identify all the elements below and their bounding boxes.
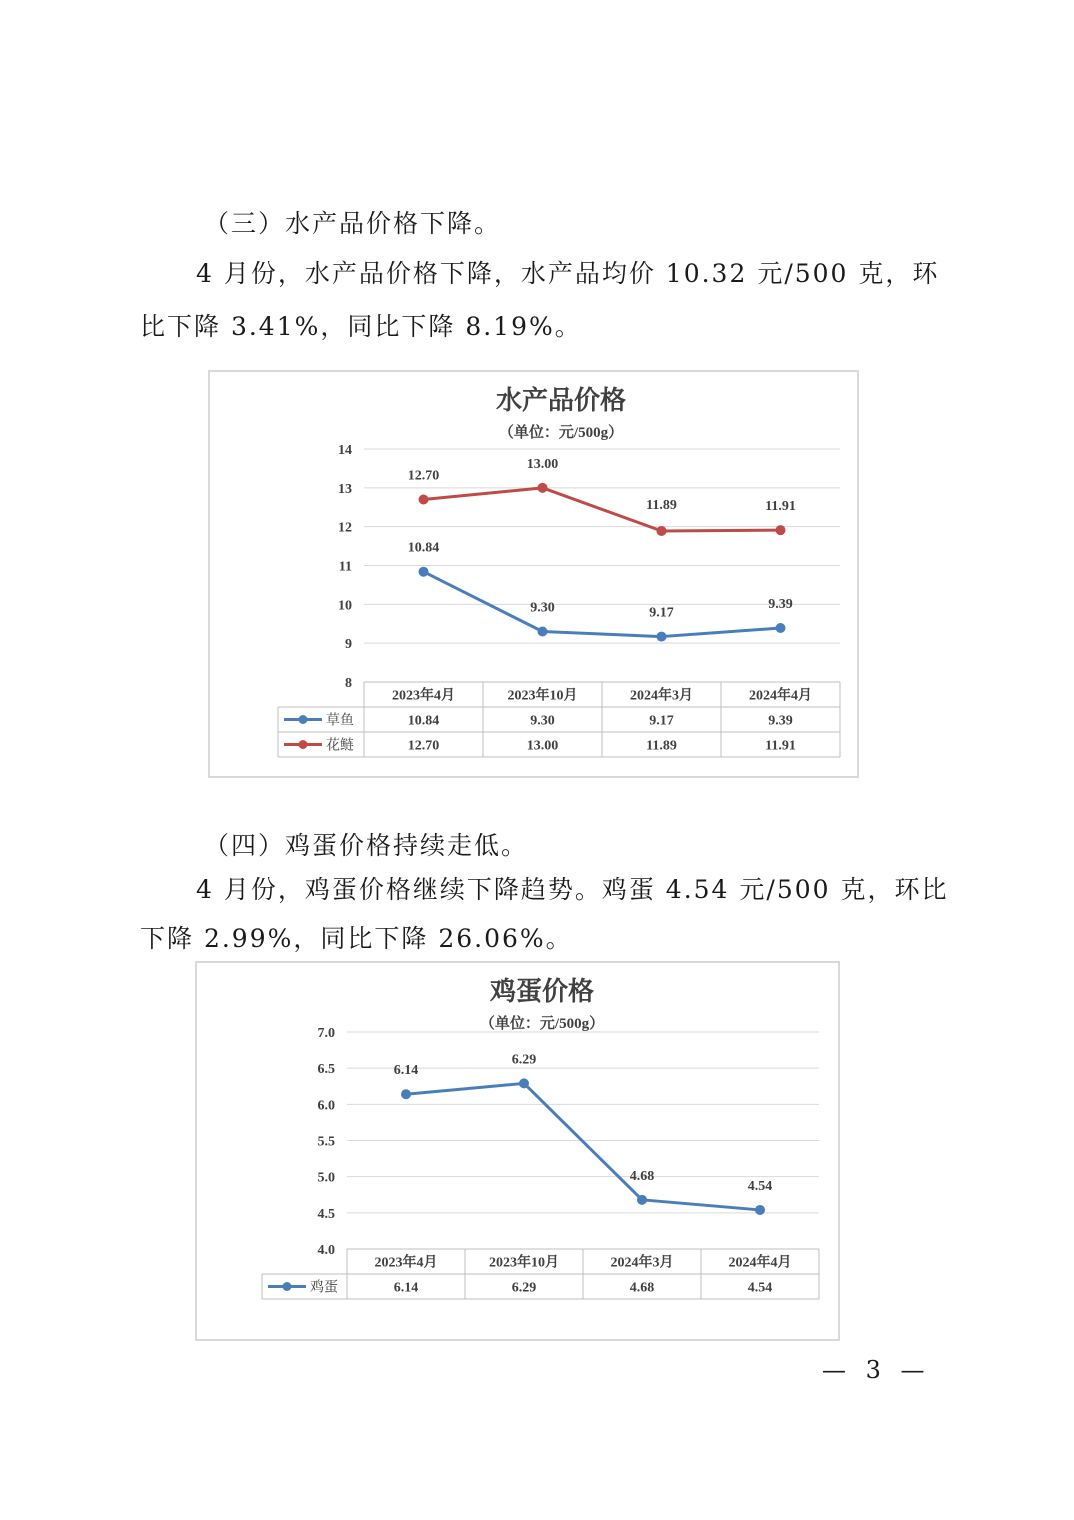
table-cell: 6.14 — [393, 1280, 419, 1296]
data-label: 9.30 — [530, 600, 555, 616]
x-category-label: 2023年10月 — [507, 688, 578, 704]
y-tick-label: 7.0 — [317, 1026, 335, 1041]
data-label: 11.89 — [646, 497, 677, 513]
table-cell: 9.30 — [530, 713, 555, 729]
y-tick-label: 4.0 — [317, 1243, 335, 1258]
aquatic-price-chart — [208, 370, 859, 778]
legend-label: 花鲢 — [326, 738, 354, 754]
data-point — [419, 567, 429, 577]
data-point — [637, 1195, 647, 1205]
x-category-label: 2024年4月 — [728, 1255, 792, 1271]
data-label: 12.70 — [407, 468, 440, 484]
y-tick-label: 5.0 — [317, 1170, 335, 1186]
data-label: 10.84 — [407, 540, 440, 556]
data-point — [657, 632, 667, 642]
legend-marker-0 — [299, 715, 308, 724]
y-tick-label: 14 — [338, 443, 352, 458]
aquatic-price-chart-svg — [210, 372, 861, 780]
data-label: 6.29 — [511, 1052, 537, 1068]
data-label: 9.17 — [649, 605, 674, 621]
legend-marker-1 — [299, 740, 308, 749]
data-point — [401, 1089, 411, 1099]
table-cell: 10.84 — [407, 713, 440, 729]
y-tick-label: 12 — [338, 520, 352, 536]
data-point — [776, 623, 786, 633]
table-cell: 4.54 — [747, 1280, 773, 1296]
section4-line1: 4 月份，鸡蛋价格继续下降趋势。鸡蛋 4.54 元/500 克，环比 — [196, 875, 949, 904]
data-label: 13.00 — [526, 456, 559, 472]
y-tick-label: 11 — [338, 559, 352, 575]
section3-line1: 4 月份，水产品价格下降，水产品均价 10.32 元/500 克，环 — [196, 259, 940, 288]
data-point — [776, 525, 786, 535]
y-tick-label: 5.5 — [317, 1134, 335, 1150]
y-tick-label: 9 — [345, 637, 352, 653]
table-cell: 12.70 — [407, 738, 440, 754]
y-tick-label: 4.5 — [317, 1206, 335, 1222]
chart-title: 水产品价格 — [495, 386, 627, 415]
data-point — [538, 483, 548, 493]
y-tick-label: 10 — [338, 598, 352, 614]
section4-heading: （四）鸡蛋价格持续走低。 — [204, 831, 529, 860]
data-point — [657, 526, 667, 536]
y-tick-label: 6.0 — [317, 1098, 335, 1114]
data-label: 6.14 — [393, 1063, 419, 1079]
egg-price-chart-svg — [197, 963, 842, 1343]
data-point — [538, 627, 548, 637]
data-label: 9.39 — [768, 597, 793, 613]
chart-subtitle: （单位：元/500g） — [498, 425, 624, 441]
table-cell: 9.39 — [768, 713, 793, 729]
series-line-1 — [424, 488, 781, 531]
x-category-label: 2024年3月 — [630, 688, 693, 704]
legend-label: 草鱼 — [326, 713, 354, 729]
data-label: 4.68 — [629, 1168, 655, 1184]
table-cell: 11.89 — [646, 738, 677, 754]
section3-line2: 比下降 3.41%，同比下降 8.19%。 — [140, 312, 582, 341]
x-category-label: 2024年3月 — [610, 1255, 674, 1271]
table-cell: 6.29 — [511, 1280, 537, 1296]
table-cell: 4.68 — [629, 1280, 655, 1296]
y-tick-label: 13 — [338, 481, 352, 497]
table-cell: 9.17 — [649, 713, 674, 729]
section3-heading: （三）水产品价格下降。 — [204, 209, 502, 238]
table-cell: 13.00 — [526, 738, 559, 754]
data-point — [755, 1205, 765, 1215]
data-point — [419, 494, 429, 504]
x-category-label: 2024年4月 — [749, 688, 812, 704]
table-cell: 11.91 — [765, 738, 796, 754]
chart-title: 鸡蛋价格 — [489, 977, 595, 1006]
y-tick-label: 8 — [345, 676, 352, 691]
egg-price-chart — [195, 961, 840, 1341]
y-tick-label: 6.5 — [317, 1062, 335, 1078]
data-point — [519, 1078, 529, 1088]
section4-line2: 下降 2.99%，同比下降 26.06%。 — [140, 924, 573, 953]
data-label: 4.54 — [747, 1178, 773, 1194]
x-category-label: 2023年4月 — [374, 1255, 438, 1271]
x-category-label: 2023年10月 — [489, 1255, 559, 1271]
legend-label: 鸡蛋 — [310, 1280, 338, 1296]
series-line-0 — [406, 1083, 760, 1210]
x-category-label: 2023年4月 — [392, 688, 455, 704]
chart-subtitle: （单位：元/500g） — [479, 1016, 605, 1032]
data-label: 11.91 — [765, 499, 796, 515]
legend-marker-0 — [283, 1282, 292, 1291]
page-number: — 3 — — [822, 1356, 931, 1384]
